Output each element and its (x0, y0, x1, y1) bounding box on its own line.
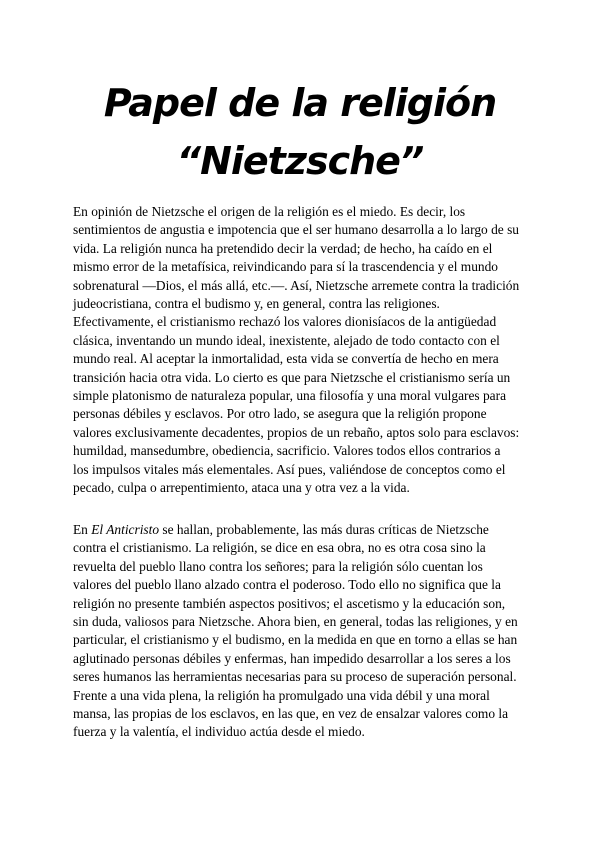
paragraph-line: En opinión de Nietzsche el origen de la religión es el miedo. Es decir, los (73, 204, 466, 219)
page-title: Papel de la religión (103, 81, 497, 125)
page-subtitle: “Nietzsche” (176, 139, 424, 183)
paragraph-line: vida. La religión nunca ha pretendido decir la verdad; de hecho, ha caído en el (73, 240, 493, 256)
paragraph-line: sin duda, valiosos para Nietzsche. Ahora bien, en general, todas las religiones, y en (73, 614, 518, 630)
paragraph-line: valores del pueblo llano alzado contra el poderoso. Todo ello no significa que la (73, 577, 501, 593)
paragraph-line: fuerza y la valentía, el individuo actúa desde el miedo. (73, 724, 365, 740)
paragraph-line: religión no presente también aspectos positivos; el ascetismo y la educación son, (73, 595, 506, 611)
paragraph-line: sobrenatural —Dios, el más allá, etc.—. Así, Nietzsche arremete contra la tradición (73, 277, 520, 293)
paragraph-line: los impulsos vitales más elementales. Así pues, valiéndose de conceptos como el (73, 461, 506, 477)
paragraph-line: pecado, culpa o arrepentimiento, ataca una y otra vez a la vida. (73, 480, 410, 496)
paragraph-line: Efectivamente, el cristianismo rechazó los valores dionisíacos de la antigüedad (73, 314, 497, 330)
paragraph-line (73, 521, 533, 539)
paragraph-line: revuelta del pueblo llano contra los señores; para la religión sólo cuentan los (73, 558, 483, 574)
paragraph-line: clásica, inventando un mundo ideal, inexistente, alejado de todo contacto con el (73, 332, 500, 348)
paragraph-line: personas débiles y esclavos. Por otro lado, se asegura que la religión propone (73, 406, 487, 422)
paragraph-line: seres humanos las herramientas necesarias para su proceso de superación personal. (73, 669, 517, 685)
paragraph-line: sentimientos de angustia e impotencia que el ser humano desarrolla a lo largo de su (73, 222, 519, 238)
paragraph-line: judeocristiana, contra el budismo y, en general, contra las religiones. (73, 296, 440, 312)
text-fragment: En (73, 522, 92, 537)
paragraph-line: transición hacia otra vida. Lo cierto es que para Nietzsche el cristianismo sería un (73, 369, 511, 385)
paragraph-line: simple platonismo de naturaleza popular, una filosofía y una moral vulgares para (73, 388, 507, 404)
paragraph-line: valores exclusivamente decadentes, propios de un rebaño, aptos solo para esclavos: (73, 424, 520, 440)
paragraph-line: contra el cristianismo. La religión, se dice en esa obra, no es otra cosa sino la (73, 540, 486, 556)
paragraph-line: mansa, las propias de los esclavos, en las que, en vez de ensalzar valores como la (73, 706, 509, 722)
paragraph-line: humildad, mansedumbre, obediencia, sacrificio. Valores todos ellos contrarios a (73, 443, 501, 459)
paragraph-line: aglutinado personas débiles y enfermas, han impedido desarrollar a los seres a los (73, 650, 511, 666)
paragraph-line: mismo error de la metafísica, reivindicando para sí la trascendencia y el mundo (73, 259, 498, 275)
paragraph-2 (73, 521, 533, 742)
text-fragment: se hallan, probablemente, las más duras críticas de Nietzsche (159, 522, 489, 537)
paragraph-line: Frente a una vida plena, la religión ha promulgado una vida débil y una moral (73, 687, 490, 703)
paragraph-1 (73, 203, 533, 498)
paragraph-line: particular, el cristianismo y el budismo, en la medida en que en torno a ellas se han (73, 632, 518, 648)
paragraph-line: mundo real. Al aceptar la inmortalidad, esta vida se convertía de hecho en mera (73, 351, 499, 367)
book-title: El Anticristo (91, 522, 160, 537)
